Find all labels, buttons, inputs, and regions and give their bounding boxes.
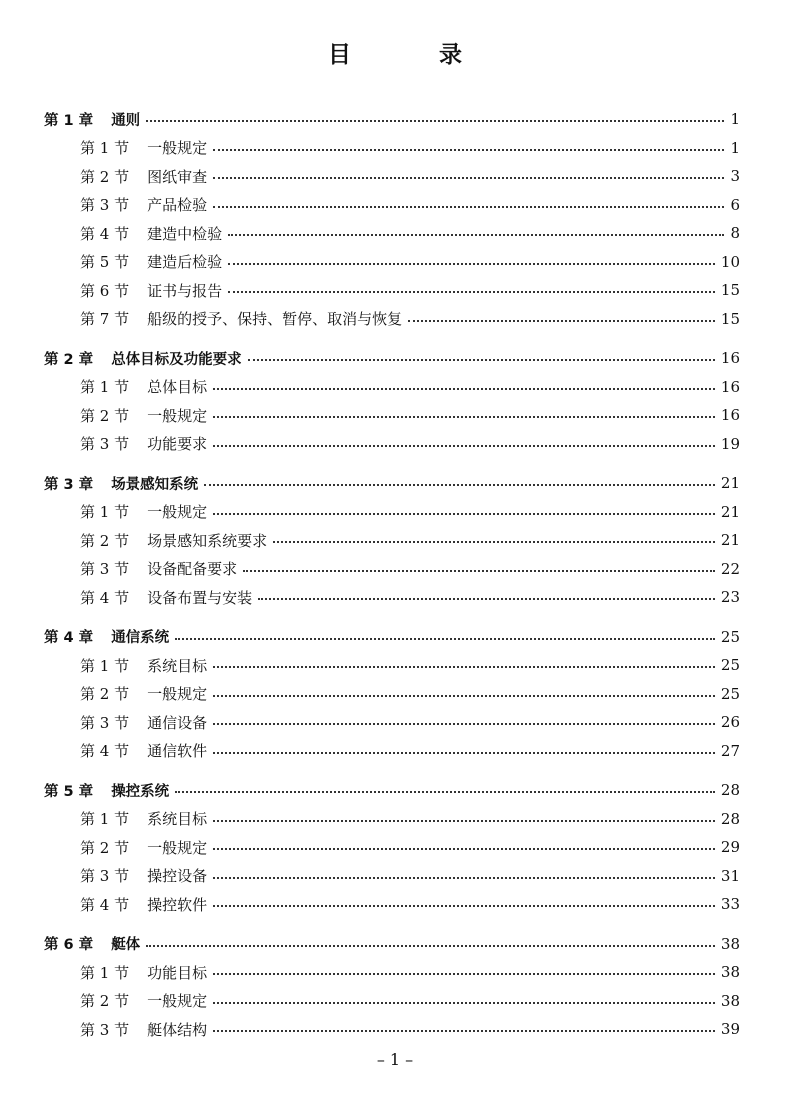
section-title: 一般规定 [147,685,208,704]
dot-leader [213,751,715,754]
page-ref: 21 [720,502,740,521]
dot-leader [408,319,715,322]
section-title: 设备配备要求 [147,560,238,579]
chapter-number: 第 3 章 [44,476,94,493]
section-title: 操控软件 [147,895,208,914]
toc-section-entry[interactable] [44,737,740,766]
toc-section-entry[interactable] [44,219,740,248]
page-ref: 29 [720,838,740,857]
chapter-number: 第 6 章 [44,937,94,954]
page-ref: 31 [720,866,740,885]
section-number: 第 1 节 [80,963,130,982]
section-number: 第 3 节 [80,196,130,215]
section-number: 第 6 节 [80,281,130,300]
dot-leader [213,148,724,151]
dot-leader [248,358,715,361]
section-title: 功能要求 [147,435,208,454]
chapter-title: 艇体 [111,937,141,954]
toc-section-entry[interactable] [44,526,740,555]
section-title: 一般规定 [147,992,208,1011]
table-of-contents [44,105,740,1055]
section-title: 建造后检验 [147,253,223,272]
page-ref: 19 [720,434,740,453]
chapter-number: 第 2 章 [44,351,94,368]
page-ref: 1 [730,138,740,157]
page-ref: 26 [720,713,740,732]
toc-section-entry[interactable] [44,191,740,220]
chapter-number: 第 4 章 [44,630,94,647]
page-ref: 16 [720,377,740,396]
toc-section-entry[interactable] [44,987,740,1016]
page-ref: 25 [720,656,740,675]
chapter-title: 通则 [111,112,141,129]
toc-section-entry[interactable] [44,134,740,163]
page-ref: 23 [720,588,740,607]
page-ref: 22 [720,559,740,578]
page-ref: 38 [720,991,740,1010]
dot-leader [213,444,715,447]
toc-section-entry[interactable] [44,1015,740,1044]
toc-chapter-entry[interactable] [44,105,740,134]
section-title: 通信软件 [147,742,208,761]
toc-chapter-block [44,930,740,1044]
toc-section-entry[interactable] [44,498,740,527]
dot-leader [243,569,715,572]
dot-leader [228,290,715,293]
section-number: 第 1 节 [80,503,130,522]
section-title: 通信设备 [147,713,208,732]
page-ref: 38 [720,934,740,953]
dot-leader [228,233,724,236]
page-ref: 8 [730,224,740,243]
dot-leader [213,722,715,725]
section-number: 第 4 节 [80,224,130,243]
section-number: 第 3 节 [80,1020,130,1039]
page-ref: 38 [720,963,740,982]
toc-chapter-entry[interactable] [44,930,740,959]
toc-section-entry[interactable] [44,708,740,737]
section-number: 第 2 节 [80,406,130,425]
toc-section-entry[interactable] [44,430,740,459]
section-title: 总体目标 [147,378,208,397]
section-number: 第 7 节 [80,310,130,329]
section-title: 图纸审查 [147,167,208,186]
dot-leader [228,262,715,265]
toc-chapter-block [44,469,740,612]
section-number: 第 2 节 [80,992,130,1011]
section-title: 产品检验 [147,196,208,215]
dot-leader [213,847,715,850]
section-number: 第 3 节 [80,713,130,732]
toc-section-entry[interactable] [44,958,740,987]
section-number: 第 1 节 [80,810,130,829]
page-ref: 1 [730,110,740,129]
toc-section-entry[interactable] [44,805,740,834]
toc-chapter-entry[interactable] [44,344,740,373]
page-ref: 15 [720,309,740,328]
page-ref: 15 [720,281,740,300]
section-title: 一般规定 [147,838,208,857]
chapter-title: 通信系统 [111,630,170,647]
toc-section-entry[interactable] [44,555,740,584]
section-title: 艇体结构 [147,1020,208,1039]
section-title: 证书与报告 [147,281,223,300]
page-ref: 16 [720,349,740,368]
toc-section-entry[interactable] [44,651,740,680]
dot-leader [213,387,715,390]
toc-section-entry[interactable] [44,373,740,402]
dot-leader [146,944,715,947]
dot-leader [213,694,715,697]
dot-leader [213,205,724,208]
section-number: 第 2 节 [80,838,130,857]
dot-leader [213,1001,715,1004]
page-ref: 25 [720,627,740,646]
section-title: 系统目标 [147,656,208,675]
section-number: 第 1 节 [80,656,130,675]
toc-chapter-block [44,344,740,458]
dot-leader [213,665,715,668]
dot-leader [175,790,715,793]
section-title: 一般规定 [147,139,208,158]
section-title: 功能目标 [147,963,208,982]
toc-section-entry[interactable] [44,862,740,891]
chapter-title: 操控系统 [111,783,170,800]
section-number: 第 1 节 [80,378,130,397]
toc-section-entry[interactable] [44,583,740,612]
section-number: 第 4 节 [80,588,130,607]
page-ref: 21 [720,474,740,493]
dot-leader [213,512,715,515]
section-title: 系统目标 [147,810,208,829]
page-number: – 1 – [376,1050,414,1069]
page-ref: 10 [720,252,740,271]
toc-chapter-entry[interactable] [44,469,740,498]
dot-leader [273,540,715,543]
chapter-title: 场景感知系统 [111,476,199,493]
dot-leader [213,415,715,418]
page-ref: 28 [720,809,740,828]
section-number: 第 2 节 [80,685,130,704]
page-title: 目 录 [327,42,502,68]
dot-leader [213,1029,715,1032]
chapter-title: 总体目标及功能要求 [111,351,242,368]
section-title: 建造中检验 [147,224,223,243]
toc-chapter-block [44,623,740,766]
dot-leader [258,597,715,600]
section-number: 第 4 节 [80,895,130,914]
dot-leader [146,119,724,122]
toc-section-entry[interactable] [44,276,740,305]
page-ref: 33 [720,895,740,914]
chapter-number: 第 1 章 [44,112,94,129]
section-title: 船级的授予、保持、暂停、取消与恢复 [147,310,403,329]
toc-chapter-entry[interactable] [44,623,740,652]
section-title: 场景感知系统要求 [147,531,268,550]
page-ref: 3 [730,167,740,186]
toc-section-entry[interactable] [44,248,740,277]
section-number: 第 5 节 [80,253,130,272]
dot-leader [213,972,715,975]
toc-chapter-entry[interactable] [44,776,740,805]
dot-leader [213,876,715,879]
page-ref: 6 [730,195,740,214]
toc-chapter-block [44,105,740,333]
section-number: 第 2 节 [80,167,130,186]
section-title: 一般规定 [147,503,208,522]
page-ref: 28 [720,781,740,800]
section-number: 第 3 节 [80,560,130,579]
dot-leader [213,819,715,822]
dot-leader [175,637,715,640]
section-number: 第 4 节 [80,742,130,761]
section-title: 一般规定 [147,406,208,425]
page-ref: 21 [720,531,740,550]
section-number: 第 2 节 [80,531,130,550]
section-number: 第 3 节 [80,867,130,886]
section-number: 第 1 节 [80,139,130,158]
page-ref: 39 [720,1020,740,1039]
toc-section-entry[interactable] [44,401,740,430]
chapter-number: 第 5 章 [44,783,94,800]
section-title: 设备布置与安装 [147,588,253,607]
toc-section-entry[interactable] [44,305,740,334]
toc-section-entry[interactable] [44,680,740,709]
toc-chapter-block [44,776,740,919]
page-ref: 27 [720,741,740,760]
dot-leader [213,904,715,907]
dot-leader [213,176,724,179]
dot-leader [204,483,715,486]
toc-section-entry[interactable] [44,890,740,919]
page-ref: 16 [720,406,740,425]
section-number: 第 3 节 [80,435,130,454]
toc-section-entry[interactable] [44,833,740,862]
toc-section-entry[interactable] [44,162,740,191]
page-ref: 25 [720,684,740,703]
section-title: 操控设备 [147,867,208,886]
